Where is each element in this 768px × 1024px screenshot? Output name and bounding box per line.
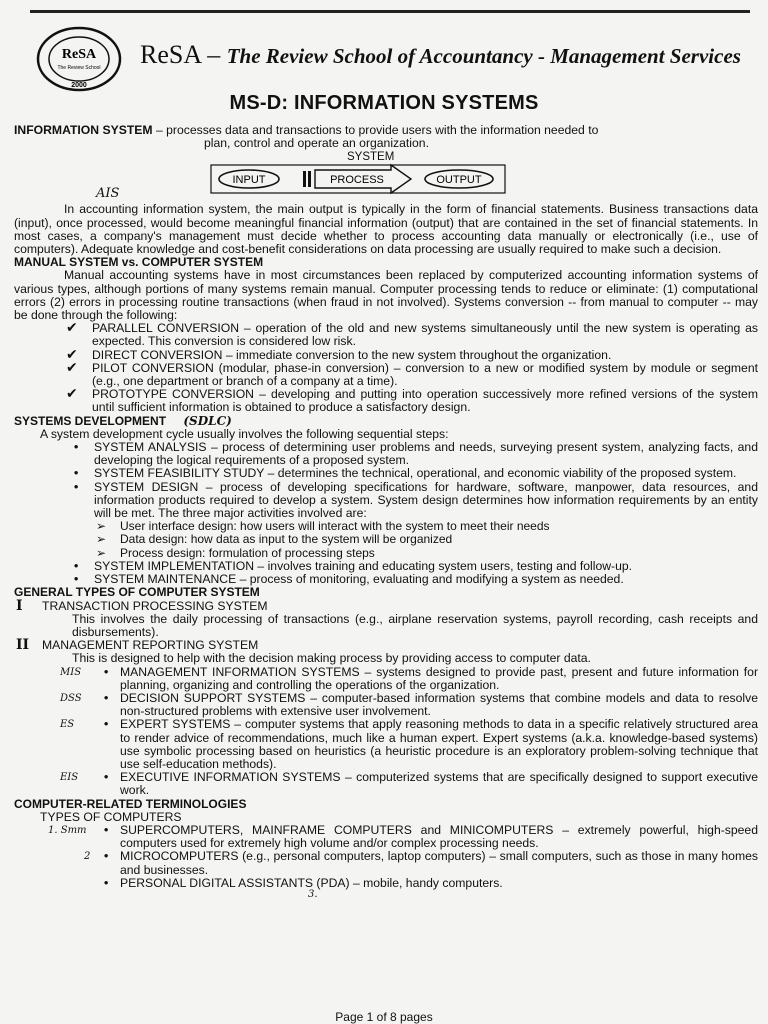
page-footer: Page 1 of 8 pages	[335, 1010, 433, 1024]
check-icon: ✔	[66, 345, 78, 362]
list-item: • SYSTEM IMPLEMENTATION – involves training and educating system users, testing and follow-up.	[74, 558, 633, 573]
list-item: 1. Smm • SUPERCOMPUTERS, MAINFRAME COMPUTERS and MINICOMPUTERS – extremely powerful, high-speed computers used for extremely high volume and/or complex processing needs.	[48, 822, 758, 851]
handwritten-tag: ES	[60, 719, 75, 731]
section-heading-general: GENERAL TYPES OF COMPUTER SYSTEM	[14, 585, 260, 600]
diagram-input: INPUT	[232, 174, 266, 187]
header-school-name: The Review School of Accountancy - Management Services	[226, 44, 741, 68]
bullet-icon: •	[104, 849, 109, 864]
bullet-icon: •	[74, 558, 79, 573]
section-heading-terms: COMPUTER-RELATED TERMINOLOGIES	[14, 796, 247, 811]
list-item: ➢ User interface design: how users will interact with the system to meet their needs	[96, 519, 550, 534]
handwritten-tag: MIS	[60, 666, 82, 678]
bullet-icon: •	[104, 690, 109, 705]
tps-text: This involves the daily processing of transactions (e.g., airplane reservation systems, payroll recording, cash receipts and disbursements).	[72, 611, 758, 639]
handwritten-tag: 1. Smm	[48, 824, 87, 836]
arrow-bullet-icon: ➢	[96, 519, 107, 534]
list-item: • SYSTEM FEASIBILITY STUDY – determines the technical, operational, and economic viability of the proposed system.	[74, 466, 737, 481]
school-seal-logo	[36, 26, 122, 92]
handwritten-ais: AIS	[96, 186, 120, 202]
check-icon: ✔	[66, 385, 78, 402]
conversion-list	[14, 319, 758, 415]
list-item: • SYSTEM MAINTENANCE – process of monitoring, evaluating and modifying a system as needed.	[74, 572, 624, 587]
section-heading-manual: MANUAL SYSTEM vs. COMPUTER SYSTEM	[14, 255, 264, 270]
logo-text: ReSA	[61, 47, 97, 62]
logo-year: 2000	[71, 82, 87, 89]
list-item: DSS • DECISION SUPPORT SYSTEMS – computer-based information systems that combine models and data to resolve non-structured problems with extensive user involvement.	[60, 690, 758, 719]
list-item: EIS • EXECUTIVE INFORMATION SYSTEMS – computerized systems that are specifically designed to support executive work.	[60, 770, 758, 798]
definition-term: INFORMATION SYSTEM	[14, 123, 153, 137]
check-icon: ✔	[66, 358, 78, 375]
list-item: ✔ PILOT CONVERSION (modular, phase-in conversion) – conversion to a new or modified system by module or segment (e.g., one department or branch of a company at a time).	[66, 358, 758, 389]
page-title: MS-D: INFORMATION SYSTEMS	[229, 92, 539, 114]
arrow-bullet-icon: ➢	[96, 532, 107, 547]
list-item: • PERSONAL DIGITAL ASSISTANTS (PDA) – mobile, handy computers.	[104, 875, 503, 890]
mrs-text: This is designed to help with the decision making process by providing access to computer data.	[72, 651, 591, 666]
sdlc-list-cont	[14, 560, 758, 586]
handwritten-tag: DSS	[60, 692, 82, 704]
bullet-icon: •	[104, 717, 109, 732]
handwritten-tag: EIS	[60, 772, 79, 784]
handwritten-roman-1: I	[16, 597, 23, 614]
list-item: ✔ PROTOTYPE CONVERSION – developing and putting into operation successively more refined versions of the system until sufficient information is obtained to produce a satisfactory design.	[66, 385, 758, 415]
ais-paragraph: In accounting information system, the main output is typically in the form of financial statements. Business transactions data (input), once processed, would become meaningful financial information (output) that are contained in the set of financial statements. In most cases, a company's management must decide whether to process accounting data manually or electronically (i.e., use of computers). Adequate knowledge and cost-benefit considerations on data processing are usually required to make such a decision.	[14, 202, 758, 257]
list-item: ✔ PARALLEL CONVERSION – operation of the old and new systems simultaneously until the new system is operating as expected. This conversion is considered low risk.	[66, 319, 758, 349]
system-diagram	[14, 151, 758, 202]
bullet-icon: •	[74, 440, 79, 455]
definition-text: – processes data and transactions to provide users with the information needed to	[152, 123, 599, 137]
bullet-icon: •	[74, 479, 79, 494]
arrow-bullet-icon: ➢	[96, 545, 107, 560]
bullet-icon: •	[104, 770, 109, 785]
definition-text-cont: plan, control and operate an organization.	[204, 136, 429, 151]
design-activities-list	[14, 520, 758, 560]
handwritten-roman-2: II	[16, 637, 30, 654]
handwritten-tag: 2	[84, 851, 91, 863]
sysdev-intro: A system development cycle usually involves the following sequential steps:	[40, 426, 449, 441]
list-item: ✔ DIRECT CONVERSION – immediate conversion to the new system throughout the organization.	[66, 345, 612, 362]
handwritten-sdlc: (SDLC)	[183, 413, 232, 428]
reporting-systems-list	[14, 666, 758, 798]
handwritten-3: 3.	[308, 888, 318, 900]
svg-text:The Review School: The Review School	[57, 65, 101, 71]
bullet-icon: •	[74, 572, 79, 587]
list-item: MIS • MANAGEMENT INFORMATION SYSTEMS – systems designed to provide past, present and future information for planning, organizing and controlling the operations of the organization.	[60, 664, 758, 692]
header-title	[140, 40, 741, 70]
list-item: • SYSTEM DESIGN – process of developing specifications for hardware, software, manpower, data resources, and information products required to develop a system. System design determines how information requirements by an entity will be met. The three major activities involved are:	[74, 479, 758, 521]
list-item: ➢ Process design: formulation of processing steps	[96, 545, 375, 560]
list-item: • SYSTEM ANALYSIS – process of determining user problems and needs, surveying present system, analyzing facts, and developing the logical requirements of a proposed system.	[74, 440, 758, 468]
bullet-icon: •	[104, 875, 109, 890]
page-header	[36, 26, 746, 92]
sdlc-list	[14, 441, 758, 520]
top-rule	[30, 10, 750, 13]
diagram-output: OUTPUT	[436, 174, 482, 187]
tps-heading: I TRANSACTION PROCESSING SYSTEM	[16, 597, 268, 614]
diagram-process: PROCESS	[330, 174, 384, 187]
manual-paragraph: Manual accounting systems have in most circumstances been replaced by computerized accounting information systems of various types, although portions of many systems remain manual. Computer processing tends to reduce or eliminate: (1) computational errors (2) errors in processing routine transactions (when fraud in not involved). Systems conversion -- from manual to computer -- may be done through the following:	[14, 268, 758, 323]
list-item: ➢ Data design: how data as input to the system will be organized	[96, 532, 453, 547]
types-of-computers: TYPES OF COMPUTERS	[40, 809, 182, 824]
header-dash: –	[200, 40, 227, 69]
header-brand: ReSA	[140, 40, 201, 69]
check-icon: ✔	[66, 319, 78, 336]
computer-types-list	[14, 824, 758, 890]
list-item: 2 • MICROCOMPUTERS (e.g., personal computers, laptop computers) – small computers, such as those in many homes and businesses.	[84, 849, 758, 877]
bullet-icon: •	[104, 664, 109, 679]
input-process-output-diagram	[209, 163, 509, 197]
diagram-label: SYSTEM	[347, 151, 395, 164]
section-heading-sysdev: SYSTEMS DEVELOPMENT (SDLC)	[14, 413, 232, 428]
list-item: ES • EXPERT SYSTEMS – computer systems that apply reasoning methods to data in a specific relatively structured area to render advice of recommendations, much like a human expert. Expert systems (a.k.a. knowledge-based systems) use symbolic processing based on heuristics (a heuristic procedure is an exploratory problem-solving technique that use self-education methods).	[60, 717, 758, 771]
document-body	[14, 124, 758, 900]
bullet-icon: •	[104, 822, 109, 837]
bullet-icon: •	[74, 466, 79, 481]
mrs-heading: II MANAGEMENT REPORTING SYSTEM	[16, 637, 259, 654]
